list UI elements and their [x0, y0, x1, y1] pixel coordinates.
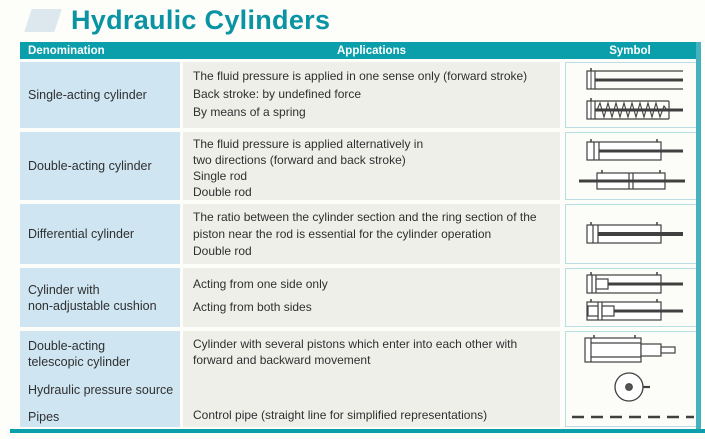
application-line: Double rod	[193, 185, 252, 199]
double-acting-telescopic-cylinder-symbol-icon	[577, 335, 689, 365]
cylinder-cushion-both-sides-symbol-icon	[577, 298, 689, 324]
symbol-cell	[565, 132, 700, 200]
dashed-control-pipe-symbol-icon	[572, 409, 694, 423]
cylinder-cushion-one-side-symbol-icon	[577, 271, 689, 297]
application-line: piston near the rod is essential for the cylinder operation	[193, 227, 492, 241]
application-line: forward and backward movement	[193, 353, 371, 367]
applications-cell	[183, 204, 560, 264]
header-applications: Applications	[336, 44, 406, 57]
denomination-label	[28, 338, 180, 370]
denomination-cell	[20, 62, 180, 128]
single-acting-cylinder-symbol-icon	[577, 67, 689, 93]
application-line: The fluid pressure is applied alternatively in	[193, 137, 424, 151]
section-marker-icon	[24, 9, 61, 32]
table-row	[20, 331, 700, 427]
symbol-cell	[565, 62, 700, 128]
hydraulic-cylinders-table	[20, 42, 700, 427]
denomination-label-line: Cylinder with	[28, 282, 100, 297]
application-line: Double rod	[193, 244, 252, 258]
symbol-cell	[565, 204, 700, 264]
application-line: Acting from both sides	[193, 300, 312, 314]
denomination-label: Differential cylinder	[28, 227, 135, 241]
symbol-cell	[565, 268, 700, 327]
differential-cylinder-symbol-icon	[577, 221, 689, 247]
application-line: Cylinder with several pistons which enter into each other with	[193, 337, 518, 351]
applications-cell	[183, 268, 560, 327]
denomination-label: Hydraulic pressure source	[28, 383, 174, 397]
applications-cell	[183, 331, 560, 427]
application-line: Back stroke: by undefined force	[193, 87, 362, 101]
application-line: The fluid pressure is applied in one sense only (forward stroke)	[193, 69, 528, 83]
hydraulic-pressure-source-symbol-icon	[609, 369, 657, 405]
denomination-label-line: telescopic cylinder	[28, 355, 131, 369]
header-symbol: Symbol	[609, 44, 651, 57]
application-line: Acting from one side only	[193, 277, 328, 291]
bottom-rule	[10, 429, 705, 433]
page-title: Hydraulic Cylinders	[71, 4, 331, 35]
denomination-label-line: non-adjustable cushion	[28, 298, 157, 313]
denomination-cell	[20, 132, 180, 200]
application-line: The ratio between the cylinder section and the ring section of the	[193, 210, 537, 224]
denomination-label: Pipes	[28, 410, 60, 424]
denomination-label: Single-acting cylinder	[28, 88, 147, 102]
denomination-label: Double-acting cylinder	[28, 159, 152, 173]
right-edge-rule	[696, 42, 701, 433]
application-line: Single rod	[193, 169, 248, 183]
denomination-cell	[20, 331, 180, 427]
application-line: By means of a spring	[193, 105, 306, 119]
single-acting-cylinder-spring-return-symbol-icon	[577, 97, 689, 123]
applications-cell	[183, 62, 560, 128]
applications-cell	[183, 132, 560, 200]
table-row	[20, 204, 700, 264]
denomination-label-line: Double-acting	[28, 339, 106, 353]
denomination-cell	[20, 204, 180, 264]
application-line: Control pipe (straight line for simplified representations)	[193, 408, 488, 422]
table-row	[20, 132, 700, 200]
table-header-row	[20, 42, 700, 59]
symbol-cell	[565, 331, 700, 427]
denomination-cell	[20, 268, 180, 327]
double-acting-cylinder-double-rod-symbol-icon	[577, 168, 689, 194]
table-row	[20, 62, 700, 128]
application-line: two directions (forward and back stroke)	[193, 153, 406, 167]
header-denomination: Denomination	[28, 44, 105, 57]
page-header	[28, 3, 330, 37]
double-acting-cylinder-single-rod-symbol-icon	[577, 138, 689, 164]
table-row	[20, 268, 700, 327]
